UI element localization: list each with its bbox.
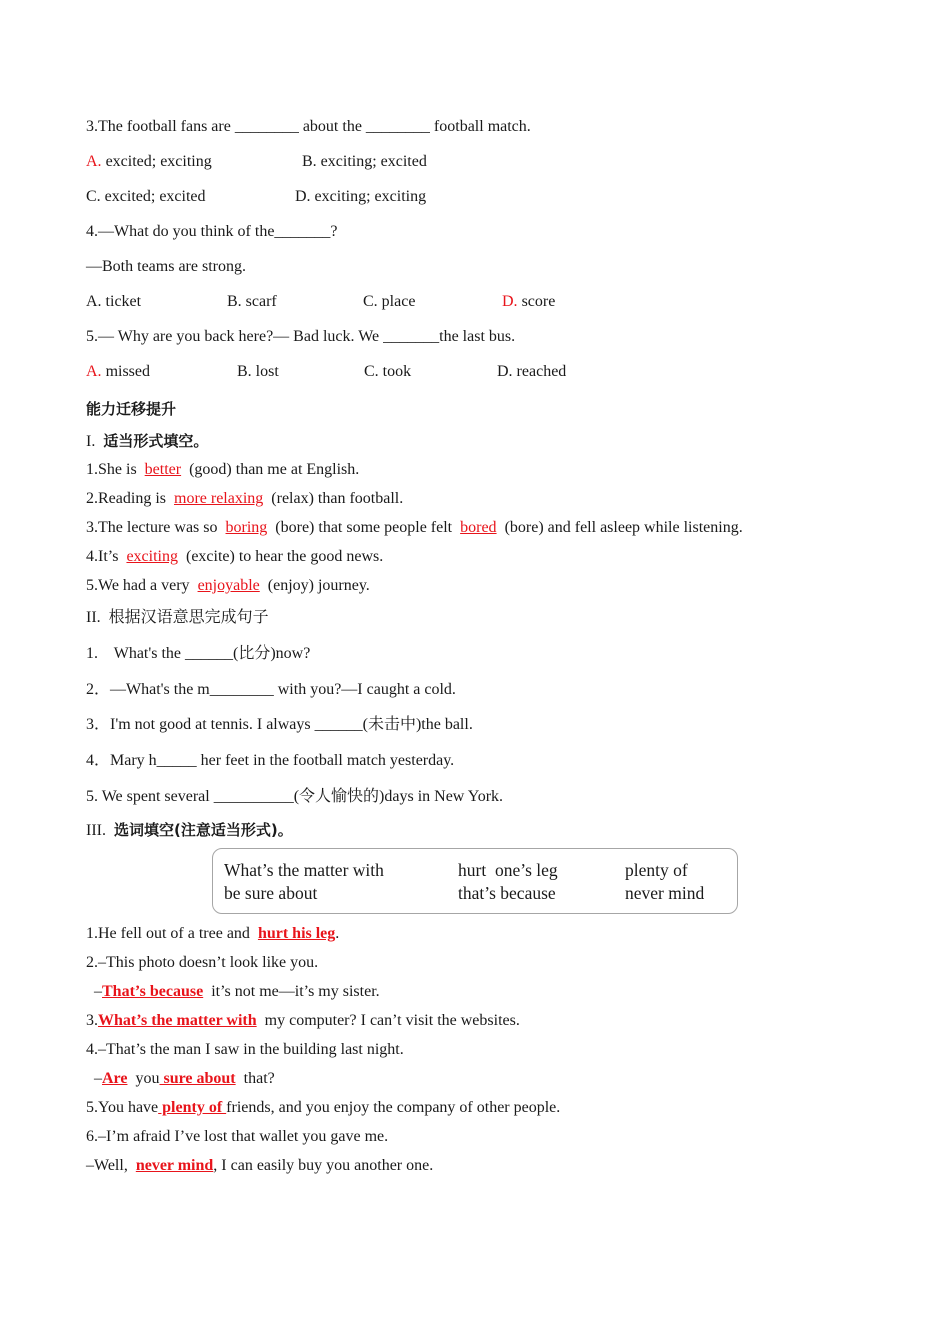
question-4-option-a: A. ticket bbox=[86, 293, 142, 310]
item-text: friends, and you enjoy the company of other people. bbox=[226, 1099, 561, 1116]
part-2-title: II. 根据汉语意思完成句子 bbox=[86, 609, 269, 626]
option-text: score bbox=[517, 293, 556, 310]
word-bank-box bbox=[212, 848, 738, 914]
answer: sure about bbox=[159, 1070, 236, 1087]
part-3-item-4-answer bbox=[94, 1069, 275, 1089]
item-text: 5.You have bbox=[86, 1099, 159, 1116]
part-3-item-5 bbox=[86, 1098, 560, 1118]
section-heading: 能力迁移提升 bbox=[86, 400, 177, 418]
question-4-stem: 4.—What do you think of the_______? bbox=[86, 223, 338, 240]
item-text: (enjoy) journey. bbox=[263, 577, 370, 594]
item-text: (relax) than football. bbox=[267, 490, 404, 507]
word-bank-item: that’s because bbox=[458, 883, 556, 903]
part-1-item-4 bbox=[86, 547, 383, 567]
option-text: excited; exciting bbox=[101, 153, 212, 170]
item-text: (bore) and fell asleep while listening. bbox=[500, 519, 743, 536]
part-3-item-4-prompt: 4.–That’s the man I saw in the building last night. bbox=[86, 1041, 404, 1058]
item-text: 3. bbox=[86, 1012, 98, 1029]
part-3-item-2-prompt: 2.–This photo doesn’t look like you. bbox=[86, 954, 319, 971]
part-1-item-1 bbox=[86, 460, 359, 480]
answer: bored bbox=[460, 519, 497, 536]
item-text: 1.She is bbox=[86, 461, 141, 478]
part-2-item-5: 5. We spent several __________(令人愉快的)days in New York. bbox=[86, 788, 504, 805]
word-bank-item: be sure about bbox=[224, 883, 318, 903]
answer: Are bbox=[102, 1070, 128, 1087]
part-title: 适当形式填空。 bbox=[103, 432, 209, 450]
question-3-stem: 3.The football fans are ________ about the ________ football match. bbox=[86, 118, 531, 135]
answer: enjoyable bbox=[197, 577, 260, 594]
answer: better bbox=[144, 461, 182, 478]
answer: That’s because bbox=[102, 983, 204, 1000]
part-1-title bbox=[86, 431, 208, 452]
word-bank-item: hurt one’s leg bbox=[458, 860, 558, 880]
item-text: – bbox=[94, 1070, 102, 1087]
item-text: , I can easily buy you another one. bbox=[213, 1157, 434, 1174]
item-text: 5.We had a very bbox=[86, 577, 194, 594]
item-text: (good) than me at English. bbox=[185, 461, 360, 478]
item-text: you bbox=[127, 1070, 160, 1087]
question-4-option-d bbox=[502, 292, 555, 312]
item-text: –Well, bbox=[86, 1157, 136, 1174]
question-5-option-d: D. reached bbox=[497, 363, 567, 380]
item-text: it’s not me—it’s my sister. bbox=[203, 983, 380, 1000]
part-title: 选词填空(注意适当形式)。 bbox=[113, 821, 293, 839]
word-bank-item: What’s the matter with bbox=[224, 860, 384, 880]
part-1-item-2 bbox=[86, 489, 403, 509]
question-4-reply: —Both teams are strong. bbox=[86, 258, 246, 275]
word-bank-item: plenty of bbox=[625, 860, 688, 880]
item-text: . bbox=[335, 925, 340, 942]
part-1-item-3 bbox=[86, 518, 743, 538]
answer: never mind bbox=[135, 1157, 214, 1174]
part-2-item-2: 2．—What's the m________ with you?—I caught a cold. bbox=[86, 681, 456, 698]
question-5-stem: 5.— Why are you back here?— Bad luck. We _______the last bus. bbox=[86, 328, 516, 345]
answer: hurt his leg bbox=[257, 925, 336, 942]
item-text: 3.The lecture was so bbox=[86, 519, 222, 536]
part-3-title bbox=[86, 820, 293, 841]
part-3-item-3 bbox=[86, 1011, 520, 1031]
item-text: – bbox=[94, 983, 102, 1000]
item-text: 4.It’s bbox=[86, 548, 123, 565]
part-3-item-2-answer bbox=[94, 982, 380, 1002]
item-text: 1.He fell out of a tree and bbox=[86, 925, 254, 942]
part-2-item-4: 4．Mary h_____ her feet in the football match yesterday. bbox=[86, 752, 455, 769]
option-text: missed bbox=[101, 363, 151, 380]
correct-letter: D. bbox=[502, 293, 518, 310]
word-bank-item: never mind bbox=[625, 883, 705, 903]
question-4-option-c: C. place bbox=[363, 293, 416, 310]
question-5-option-a bbox=[86, 362, 150, 382]
question-5-option-b: B. lost bbox=[237, 363, 279, 380]
part-2-item-3: 3．I'm not good at tennis. I always ______(未击中)the ball. bbox=[86, 716, 473, 733]
part-2-item-1: 1. What's the ______(比分)now? bbox=[86, 645, 311, 662]
part-3-item-6-prompt: 6.–I’m afraid I’ve lost that wallet you gave me. bbox=[86, 1128, 389, 1145]
part-3-item-6-answer bbox=[86, 1156, 433, 1176]
correct-letter: A. bbox=[86, 363, 102, 380]
item-text: my computer? I can’t visit the websites. bbox=[256, 1012, 520, 1029]
part-number: III. bbox=[86, 822, 106, 839]
answer: What’s the matter with bbox=[98, 1012, 257, 1029]
part-1-item-5 bbox=[86, 576, 370, 596]
question-5-option-c: C. took bbox=[364, 363, 412, 380]
answer: more relaxing bbox=[174, 490, 264, 507]
answer: plenty of bbox=[158, 1099, 227, 1116]
question-3-option-d: D. exciting; exciting bbox=[295, 188, 427, 205]
answer: exciting bbox=[126, 548, 178, 565]
item-text: (bore) that some people felt bbox=[271, 519, 457, 536]
question-3-option-c: C. excited; excited bbox=[86, 188, 206, 205]
part-number: I. bbox=[86, 433, 96, 450]
item-text: (excite) to hear the good news. bbox=[182, 548, 384, 565]
item-text: 2.Reading is bbox=[86, 490, 170, 507]
question-3-option-a bbox=[86, 152, 212, 172]
part-3-item-1 bbox=[86, 924, 339, 944]
question-4-option-b: B. scarf bbox=[227, 293, 277, 310]
correct-letter: A. bbox=[86, 153, 102, 170]
item-text: that? bbox=[235, 1070, 275, 1087]
question-3-option-b: B. exciting; excited bbox=[302, 153, 427, 170]
answer: boring bbox=[225, 519, 268, 536]
